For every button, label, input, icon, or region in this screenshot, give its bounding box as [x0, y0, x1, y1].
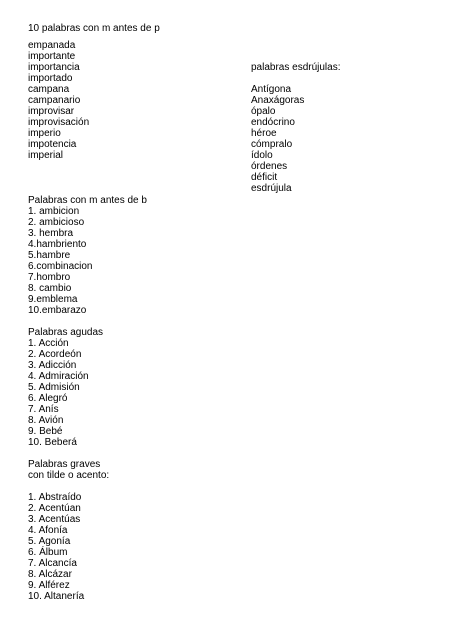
- list-item: ópalo: [251, 106, 276, 117]
- list-item: endócrino: [251, 117, 295, 128]
- mp-title: 10 palabras con m antes de p: [28, 23, 160, 34]
- list-item: 5. Agonía: [28, 536, 71, 547]
- esdrujulas-title: palabras esdrújulas:: [251, 62, 341, 73]
- list-item: 1. Acción: [28, 338, 69, 349]
- list-item: 1. Abstraído: [28, 492, 82, 503]
- list-item: ídolo: [251, 150, 273, 161]
- list-item: 7. Alcancía: [28, 558, 77, 569]
- list-item: empanada: [28, 40, 76, 51]
- list-item: 10.embarazo: [28, 305, 87, 316]
- agudas-title: Palabras agudas: [28, 327, 104, 338]
- list-item: esdrújula: [251, 183, 292, 194]
- list-item: 1. ambicion: [28, 206, 80, 217]
- list-item: improvisación: [28, 117, 90, 128]
- list-item: campana: [28, 84, 70, 95]
- list-item: importante: [28, 51, 76, 62]
- list-item: 6. Álbum: [28, 547, 68, 558]
- list-item: 7. Anís: [28, 404, 59, 415]
- list-item: 2. Acordeón: [28, 349, 82, 360]
- list-item: 5. Admisión: [28, 382, 80, 393]
- list-item: 2. Acentúan: [28, 503, 81, 514]
- list-item: campanario: [28, 95, 81, 106]
- list-item: 10. Altanería: [28, 591, 85, 602]
- list-item: improvisar: [28, 106, 75, 117]
- list-item: 4. Afonía: [28, 525, 68, 536]
- list-item: 4.hambriento: [28, 239, 87, 250]
- list-item: 9. Bebé: [28, 426, 63, 437]
- list-item: 8. Avión: [28, 415, 64, 426]
- list-item: 4. Admiración: [28, 371, 89, 382]
- list-item: 2. ambicioso: [28, 217, 85, 228]
- list-item: 3. Acentúas: [28, 514, 81, 525]
- list-item: 8. Alcázar: [28, 569, 72, 580]
- list-item: héroe: [251, 128, 277, 139]
- list-item: 3. Adicción: [28, 360, 77, 371]
- list-item: Anaxágoras: [251, 95, 305, 106]
- list-item: imperio: [28, 128, 61, 139]
- list-item: 9. Alférez: [28, 580, 70, 591]
- mb-title: Palabras con m antes de b: [28, 195, 147, 206]
- list-item: imperial: [28, 150, 64, 161]
- list-item: importado: [28, 73, 73, 84]
- list-item: importancia: [28, 62, 80, 73]
- graves-subtitle: con tilde o acento:: [28, 470, 110, 481]
- list-item: 5.hambre: [28, 250, 71, 261]
- list-item: cómpralo: [251, 139, 293, 150]
- list-item: déficit: [251, 172, 278, 183]
- list-item: 9.emblema: [28, 294, 78, 305]
- list-item: Antígona: [251, 84, 292, 95]
- list-item: 6.combinacion: [28, 261, 93, 272]
- list-item: 3. hembra: [28, 228, 74, 239]
- graves-title: Palabras graves: [28, 459, 101, 470]
- list-item: 10. Beberá: [28, 437, 77, 448]
- list-item: órdenes: [251, 161, 288, 172]
- list-item: impotencia: [28, 139, 77, 150]
- list-item: 8. cambio: [28, 283, 72, 294]
- list-item: 7.hombro: [28, 272, 71, 283]
- list-item: 6. Alegró: [28, 393, 68, 404]
